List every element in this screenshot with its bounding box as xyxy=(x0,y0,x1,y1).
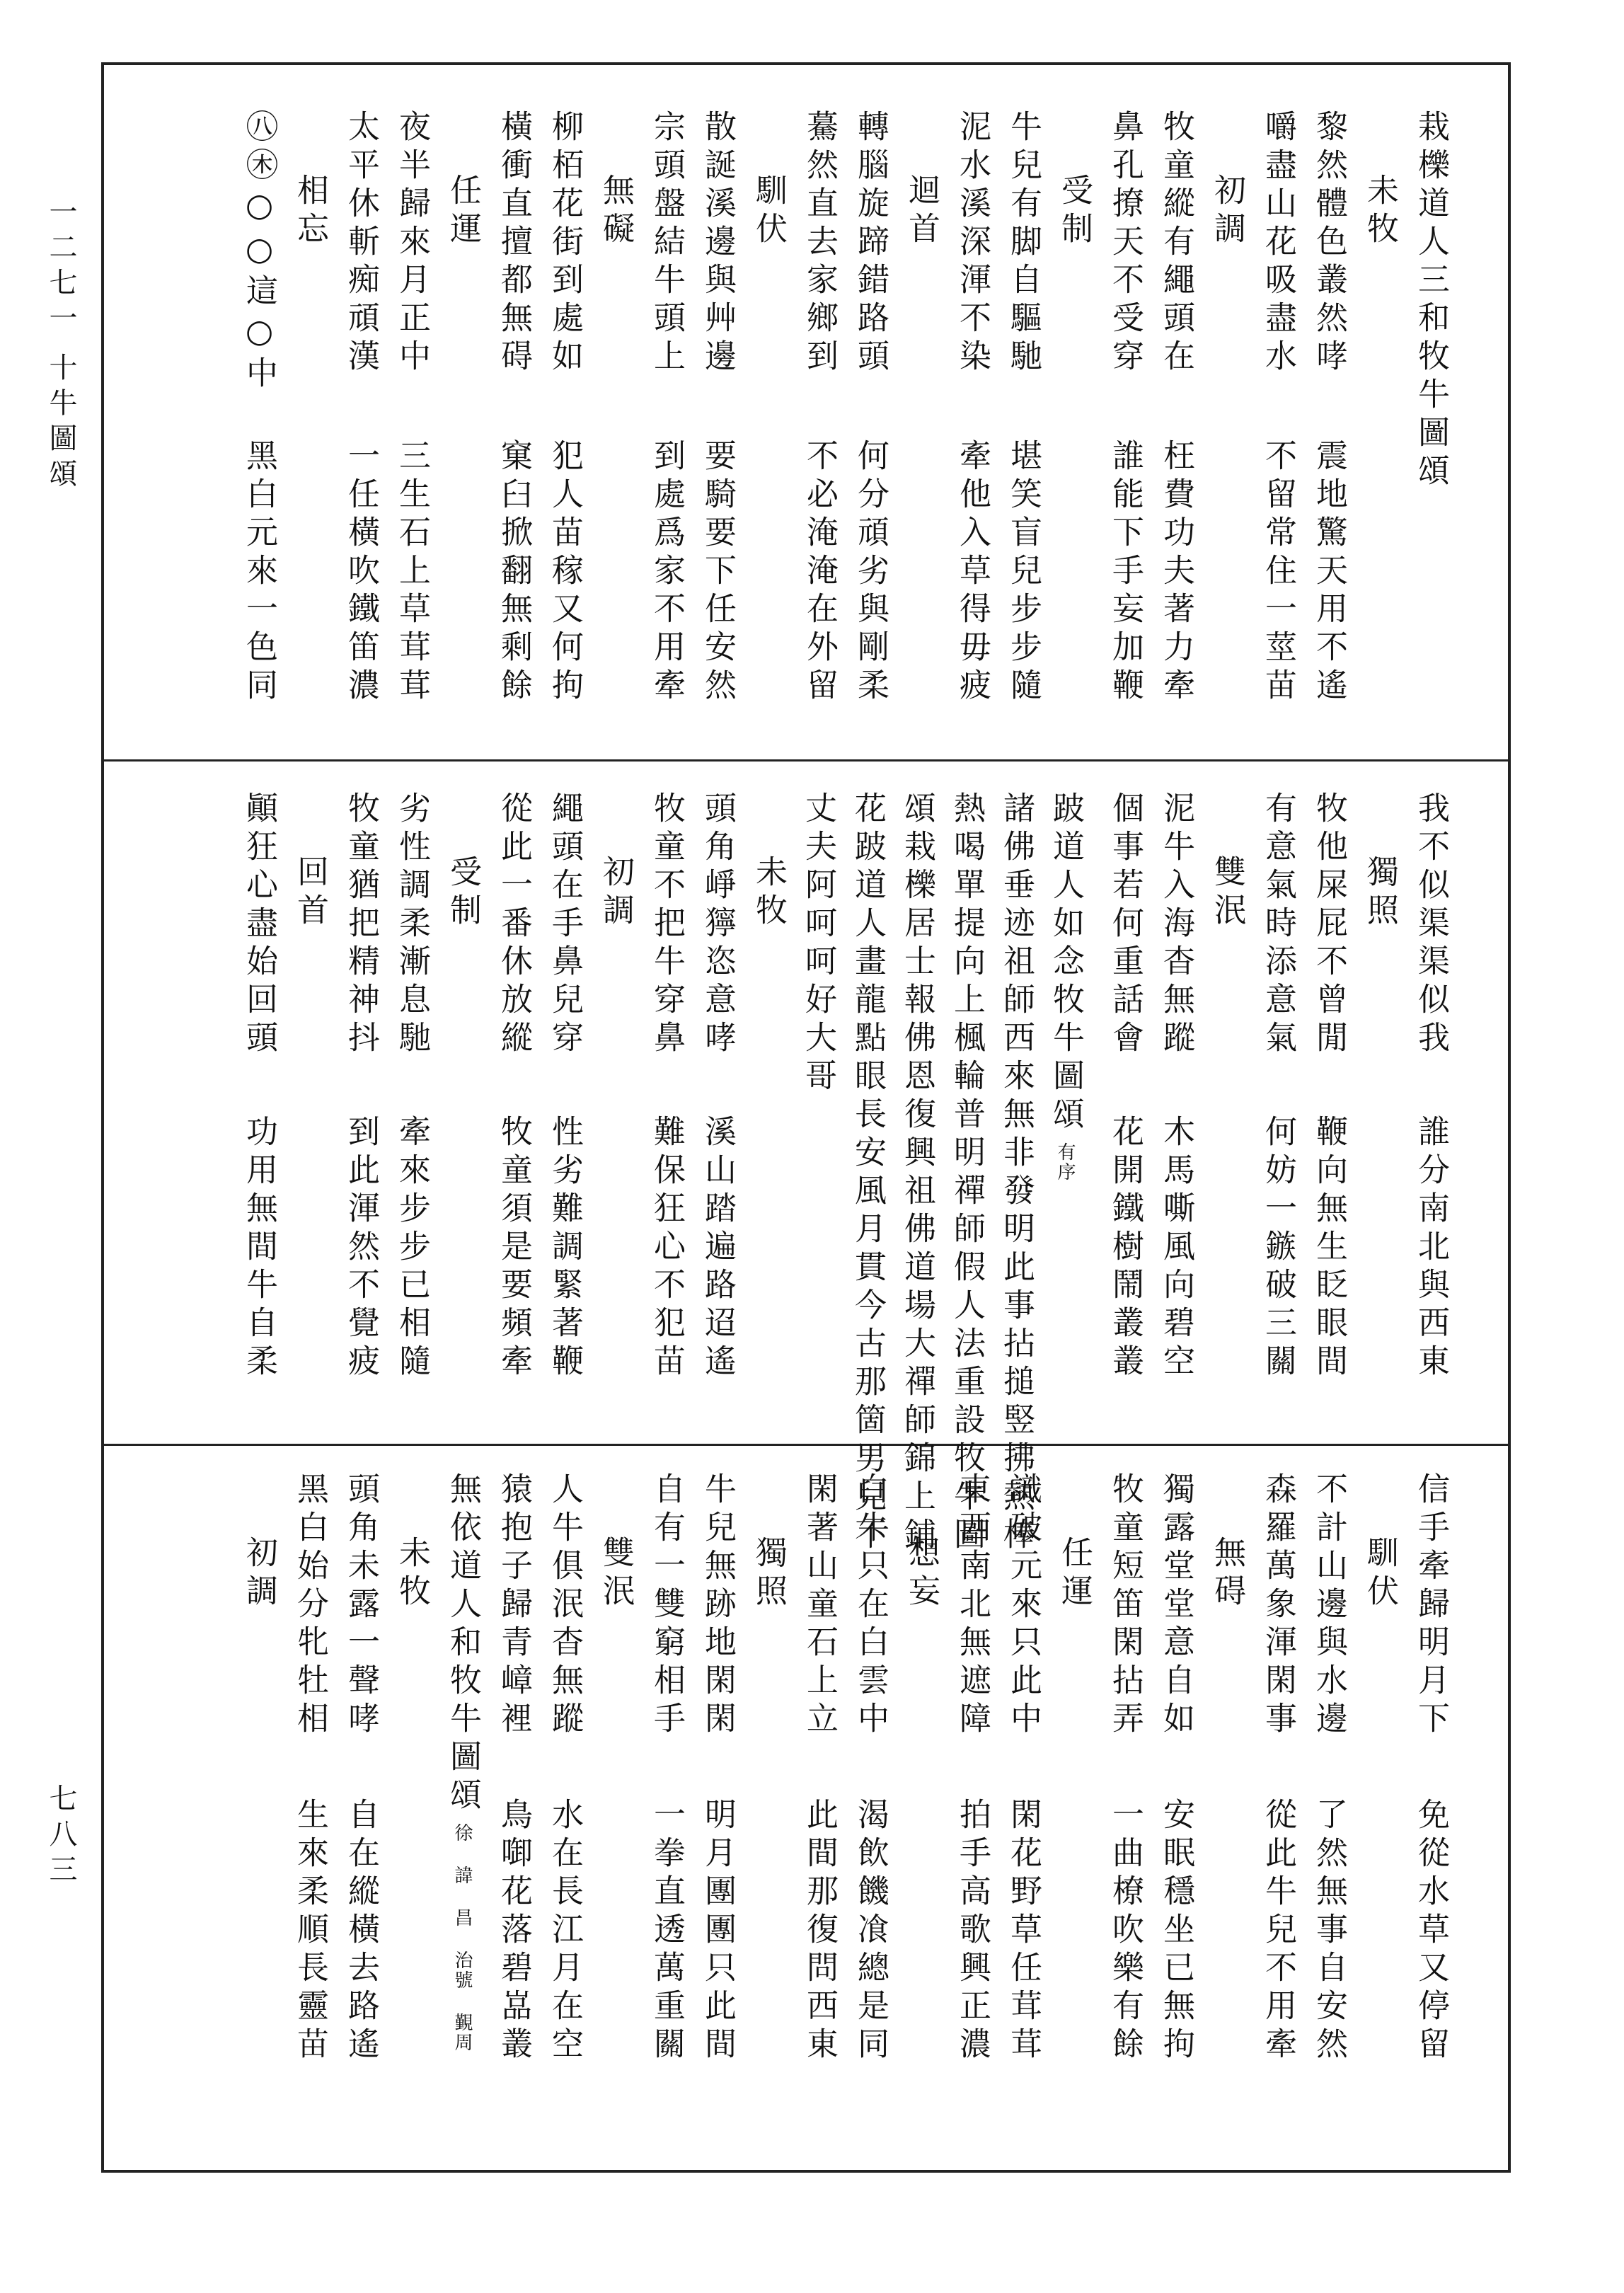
section-heading: 想妄 xyxy=(903,1536,940,1612)
verse-line-second-half: 不留常住一莖苗 xyxy=(1260,439,1297,706)
verse-line-second-half: 生來柔順長靈苗 xyxy=(292,1798,329,2065)
section-heading: 迴首 xyxy=(903,173,940,250)
verse-line: 諸佛垂迹祖師西來無非發明此事拈搥竪拂熱棒 xyxy=(998,791,1035,1556)
verse-line-second-half: 不必淹淹在外留 xyxy=(801,439,839,706)
register-divider-upper xyxy=(101,759,1511,762)
section-heading: 獨照 xyxy=(750,1536,788,1612)
verse-line: 牛兒有脚自驅馳 xyxy=(1005,110,1042,377)
verse-line-second-half: 功用無間牛自柔 xyxy=(241,1115,278,1382)
verse-line: 泥牛入海杳無蹤 xyxy=(1158,791,1195,1059)
title-annotation: 徐 諱 昌 治號 覲周 xyxy=(451,1823,473,2052)
verse-line-second-half: 安眠穩坐已無拘 xyxy=(1158,1798,1195,2065)
verse-line-second-half: 水在長江月在空 xyxy=(546,1798,584,2065)
verse-line: 太平休斬痴頑漢 xyxy=(342,110,380,377)
verse-line-second-half: 此間那復問西東 xyxy=(801,1798,839,2065)
verse-line-second-half: 了然無事自安然 xyxy=(1311,1798,1348,2065)
verse-line: 劣性調柔漸息馳 xyxy=(393,791,431,1059)
verse-line: 頭角未露一聲哮 xyxy=(342,1472,380,1740)
section-heading: 雙泯 xyxy=(1209,855,1246,931)
volume-page-number: 一二七一 xyxy=(45,197,77,338)
verse-line: 散誕溪邊與艸邊 xyxy=(699,110,737,377)
verse-line: 牛兒無跡地閑閑 xyxy=(699,1472,737,1740)
section-heading: 回首 xyxy=(292,855,329,931)
verse-line-second-half: 從此牛兒不用牽 xyxy=(1260,1798,1297,2065)
verse-line: 鼻孔撩天不受穿 xyxy=(1107,110,1144,377)
verse-line: 頭角崢獰恣意哮 xyxy=(699,791,737,1059)
verse-line-second-half: 拍手高歌興正濃 xyxy=(954,1798,991,2065)
verse-line-second-half: 枉費功夫著力牽 xyxy=(1158,439,1195,706)
verse-line: 跛道人如念牧牛圖頌 xyxy=(1047,791,1085,1135)
verse-line: 驀然直去家鄉到 xyxy=(801,110,839,377)
verse-line: 夜半歸來月正中 xyxy=(393,110,431,377)
verse-line: 無依道人和牧牛圖頌 xyxy=(444,1472,482,1816)
verse-line-second-half: 堪笑盲兒步步隨 xyxy=(1005,439,1042,706)
verse-line: 柳栢花街到處如 xyxy=(546,110,584,377)
verse-line: 轉腦旋蹄錯路頭 xyxy=(852,110,889,377)
verse-line: 橫衝直擅都無碍 xyxy=(495,110,533,377)
verse-line-second-half: 一曲橑吹樂有餘 xyxy=(1107,1798,1144,2065)
verse-line: 自有一雙窮相手 xyxy=(648,1472,686,1740)
verse-line: 人牛俱泯杳無蹤 xyxy=(546,1472,584,1740)
verse-line: 顚狂心盡始回頭 xyxy=(241,791,278,1059)
verse-line-second-half: 三生石上草茸茸 xyxy=(393,439,431,706)
verse-line: 宗頭盤結牛頭上 xyxy=(648,110,686,377)
verse-line-second-half: 窠臼掀翻無剩餘 xyxy=(495,439,533,706)
section-heading: 無碍 xyxy=(1209,1536,1246,1612)
verse-line: 黎然體色叢然哮 xyxy=(1311,110,1348,377)
verse-line: 猿抱子歸青嶂裡 xyxy=(495,1472,533,1740)
page-number: 七八三 xyxy=(45,1783,77,1890)
verse-line-second-half: 犯人苗稼又何拘 xyxy=(546,439,584,706)
verse-line-second-half: 自在縱橫去路遙 xyxy=(342,1798,380,2065)
verse-line: 繩頭在手鼻兒穿 xyxy=(546,791,584,1059)
verse-line: 泥水溪深渾不染 xyxy=(954,110,991,377)
verse-line-second-half: 牧童須是要頻牽 xyxy=(495,1115,533,1382)
verse-line: 有意氣時添意氣 xyxy=(1260,791,1297,1059)
title-annotation: 有序 xyxy=(1054,1142,1076,1182)
section-heading: 初調 xyxy=(241,1536,278,1612)
register-divider-lower xyxy=(101,1444,1511,1446)
verse-line-second-half: 難保狂心不犯苗 xyxy=(648,1115,686,1382)
verse-line-second-half: 閑花野草任茸茸 xyxy=(1005,1798,1042,2065)
running-title: 十牛圖頌 xyxy=(45,352,77,494)
verse-line-second-half: 牽他入草得毋疲 xyxy=(954,439,991,706)
section-heading: 馴伏 xyxy=(750,173,788,250)
verse-line-second-half: 要騎要下任安然 xyxy=(699,439,737,706)
verse-line-second-half: 誰分南北與西東 xyxy=(1412,1115,1450,1382)
verse-line-second-half: 震地驚天用不遙 xyxy=(1311,439,1348,706)
verse-line: 牧童短笛閑拈弄 xyxy=(1107,1472,1144,1740)
section-heading: 相忘 xyxy=(292,173,329,250)
verse-line: 牧童不把牛穿鼻 xyxy=(648,791,686,1059)
verse-line: 從此一番休放縱 xyxy=(495,791,533,1059)
verse-line: 栽櫟道人三和牧牛圖頌 xyxy=(1412,110,1450,492)
verse-line: 識破元來只此中 xyxy=(1005,1472,1042,1740)
verse-line: 東西南北無遮障 xyxy=(954,1472,991,1740)
verse-line-second-half: 到此渾然不覺疲 xyxy=(342,1115,380,1382)
section-heading: 任運 xyxy=(444,173,482,250)
verse-line: 牧他屎屁不曾閒 xyxy=(1311,791,1348,1059)
section-heading: 未牧 xyxy=(750,855,788,931)
verse-line: 熱喝單提向上楓輪普明禪師假人法重設牧牛圖 xyxy=(948,791,986,1556)
verse-line-second-half: 誰能下手妄加鞭 xyxy=(1107,439,1144,706)
section-heading: 無礙 xyxy=(597,173,635,250)
verse-line: 不計山邊與水邊 xyxy=(1311,1472,1348,1740)
section-heading: 受制 xyxy=(1056,173,1093,250)
verse-line-second-half: 何分頑劣與剛柔 xyxy=(852,439,889,706)
verse-line-second-half: 溪山踏遍路迢遙 xyxy=(699,1115,737,1382)
section-heading: 獨照 xyxy=(1361,855,1399,931)
verse-line: 獨露堂堂意自如 xyxy=(1158,1472,1195,1740)
section-heading: 初調 xyxy=(597,855,635,931)
section-heading: 初調 xyxy=(1209,173,1246,250)
verse-line: 信手牽歸明月下 xyxy=(1412,1472,1450,1740)
verse-line: 嚼盡山花吸盡水 xyxy=(1260,110,1297,377)
verse-line: 牧童縱有繩頭在 xyxy=(1158,110,1195,377)
section-heading: 未牧 xyxy=(1361,173,1399,250)
verse-line: 我不似渠渠似我 xyxy=(1412,791,1450,1059)
section-heading: 未牧 xyxy=(393,1536,431,1612)
verse-line: 閑著山童石上立 xyxy=(801,1472,839,1740)
verse-line-second-half: 何妨一鏃破三關 xyxy=(1260,1115,1297,1382)
verse-line-second-half: 免從水草又停留 xyxy=(1412,1798,1450,2065)
verse-line-second-half: 性劣難調緊著鞭 xyxy=(546,1115,584,1382)
verse-line-second-half: 木馬嘶風向碧空 xyxy=(1158,1115,1195,1382)
section-heading: 任運 xyxy=(1056,1536,1093,1612)
section-heading: 雙泯 xyxy=(597,1536,635,1612)
verse-line-second-half: 一任橫吹鐵笛濃 xyxy=(342,439,380,706)
verse-line-second-half: 黑白元來一色同 xyxy=(241,439,278,706)
verse-line: 森羅萬象渾閑事 xyxy=(1260,1472,1297,1740)
verse-line: 丈夫阿呵呵好大哥 xyxy=(800,791,837,1097)
verse-line: 牧童猶把精神抖 xyxy=(342,791,380,1059)
verse-line: 黑白始分牝牡相 xyxy=(292,1472,329,1740)
verse-line: 個事若何重話會 xyxy=(1107,791,1144,1059)
verse-line-second-half: 鳥啣花落碧嵓叢 xyxy=(495,1798,533,2065)
verse-line-second-half: 牽來步步已相隨 xyxy=(393,1115,431,1382)
verse-line: ㊇㊍○○這○中 xyxy=(241,110,278,394)
verse-line: 頌栽櫟居士報佛恩復興祖佛道場大禪師錦上鋪 xyxy=(899,791,936,1556)
verse-line: 花跛道人畫龍點眼長安風月貫今古那箇男兒不 xyxy=(849,791,887,1556)
verse-line: 白牛只在白雲中 xyxy=(852,1472,889,1740)
section-heading: 受制 xyxy=(444,855,482,931)
verse-line-second-half: 一拳直透萬重關 xyxy=(648,1798,686,2065)
section-heading: 馴伏 xyxy=(1361,1536,1399,1612)
verse-line-second-half: 到處爲家不用牽 xyxy=(648,439,686,706)
verse-line-second-half: 明月團團只此間 xyxy=(699,1798,737,2065)
verse-line-second-half: 鞭向無生眨眼間 xyxy=(1311,1115,1348,1382)
verse-line-second-half: 渴飲饑飡總是同 xyxy=(852,1798,889,2065)
verse-line-second-half: 花開鐵樹鬧叢叢 xyxy=(1107,1115,1144,1382)
